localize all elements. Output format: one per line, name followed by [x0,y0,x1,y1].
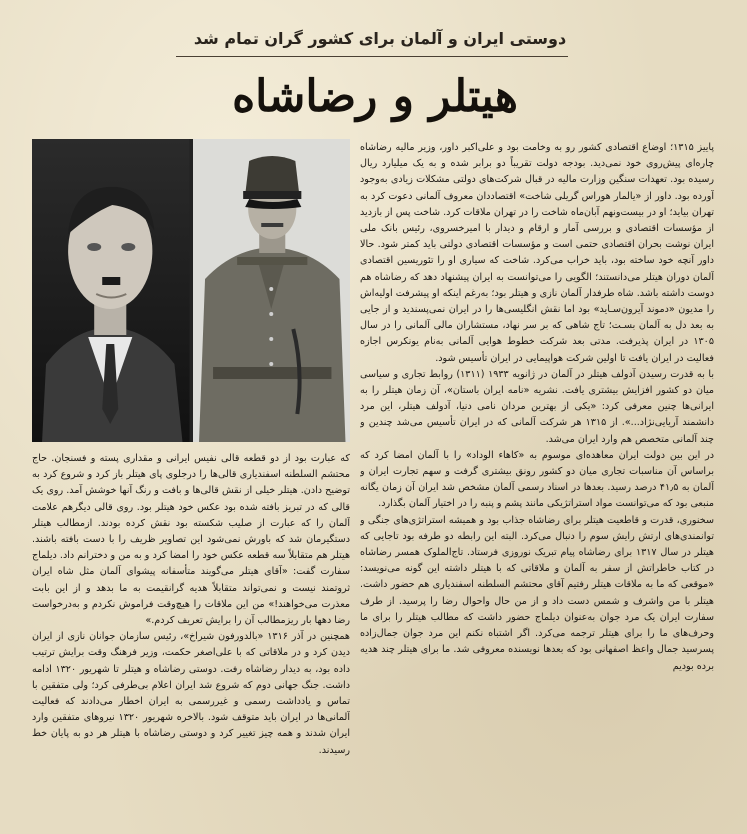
paragraph: در این بین دولت ایران معاهده‌ای موسوم به «کاهاء الوداد» را با آلمان امضا کرد که براساس آن مناسبات تجاری میان دو کشور رونق بیشتری گرفت و سهم تجارت ایران و آلمان به ۴۱٫۵ درصد رسید. بعدها در اسناد رسمی آلمان مشخص شد ایران آن زمان یگانه منبعی بود که می‌توانست مواد استراتژیکی مانند پشم و پنبه را در اختیار آلمان بگذارد. [360,449,714,510]
headline: هیتلر و رضاشاه [232,71,518,122]
kicker-divider [176,56,568,57]
portrait-photos [32,139,350,442]
paragraph: که عبارت بود از دو قطعه قالی نفیس ایرانی و مقداری پسته و فسنجان. حاج محتشم السلطنه اسفندیاری قالی‌ها را درجلوی پای هیتلر باز کرد و شروع کرد به توضیح دادن. هیتلر خیلی از نقش قالی‌ها و بافت و رنگ آنها خوشش آمد. روی یک قالی که در تبریز بافته شده بود عکس خود هیتلر بود. روی قالی دیگرهم علامت آلمان را که عبارت از صلیب شکسته بود نقش کرده بودند. ازمطالب هیتلر دستگیرمان شد که باورش نمی‌شود این تصاویر ظریف را با دست بافته باشند. هیتلر هم متقابلاً سه قطعه عکس خود را امضا کرد و به من و دخترانم داد. دیلماج سفارت گفت: «آقای هیتلر می‌گویند متأسفانه پیشوای آلمان مثل شاه ایران ثروتمند نیست و نمی‌تواند متقابلاً هدیه گرانقیمت به ما بدهد و از این بابت معذرت می‌خواهند!» من این ملاقات را هیچ‌وقت فراموش نکردم و به‌درخواست رضا دهها بار ریزمطالب آن را برایش تعریف کردم.» [32,453,350,627]
kicker-subtitle: دوستی ایران و آلمان برای کشور گران تمام شد [193,29,567,48]
paragraph: پاییز ۱۳۱۵؛ اوضاع اقتصادی کشور رو به وخامت بود و علی‌اکبر داور، وزیر مالیه رضاشاه چاره‌ای پیش‌روی خود نمی‌دید. بودجه دولت تقریباً دو برابر شده و به یک میلیارد ریال رسیده بود. تعهدات سنگین وزارت مالیه در قبال شرکت‌های دولتی مشکلات زیادی به‌وجود آورده بود. داور از «یالمار هوراس گریلی شاخت» اقتصاددان معروف آلمانی دعوت کرد به تهران بیاید؛ او در بیست‌ونهم آبان‌ماه شاخت را در تهران ملاقات کرد. شاخت پس از بازدید از مؤسسات اقتصادی و بررسی آمار و ارقام و دیدار با امیرخسروی، رئیس بانک ملی ایران نوشت بحران اقتصادی حتمی است و مؤسسات اقتصادی دولتی باید کمتر شود. حالا داور آنچه خود ساخته بود، باید خراب می‌کرد. شاخت که سیاری او را تئوریسین اقتصادی آلمان دوران هیتلر می‌دانستند؛ الگویی را می‌توانست به ایران پیشنهاد دهد که رضاشاه هم دوست داشته باشد. شاه طرفدار آلمان نازی و هیتلر بود؛ به‌رغم اینکه او پیشرفت اولیه‌اش را مدیون «دموند آیرون‌سـاید» بود اما نقش انگلیسی‌ها را در ایران نمی‌پسندید و از جایی به بعد دل به آلمان بسـت؛ تاج شاهی که بر سر نهاد، مستشاران مالی آلمانی را در سال ۱۳۰۵ در ایران پذیرفت. مدتی بعد شرکت خطوط هوایی آلمانی به‌نام یونکرس اجازه فعالیت در ایران یافت تا اولین شرکت هواپیمایی در ایران تأسیس شود. [360,142,714,364]
paragraph: همچنین در آذر ۱۳۱۶ «بالدورفون شیراخ»، رئیس سازمان جوانان نازی از ایران دیدن کرد و در ملاقاتی که با علی‌اصغر حکمت، وزیر فرهنگ وقت برایش ترتیب داده بود، به دیدار رضاشاه رفت. دوستی رضاشاه و هیتلر تا شهریور ۱۳۲۰ ادامه داشت. جنگ جهانی دوم که شروع شد ایران اعلام بی‌طرفی کرد؛ ولی متفقین با تماس و یادداشت رسمی و غیررسمی به ایران اخطار می‌دادند که فعالیت آلمانی‌ها در ایران باید متوقف شود. بالاخره شهریور ۱۳۲۰ نیروهای متفقین وارد ایران شدند و همه چیز تغییر کرد و دوستی رضاشاه با هیتلر هر دو به پایان خط رسیدند. [32,631,350,756]
article-column-left [32,451,350,831]
portrait-reza-shah [193,139,351,442]
portrait-adolf-hitler [32,139,190,442]
paragraph: با به قدرت رسیدن آدولف هیتلر در آلمان در ژانویه ۱۹۳۳ (۱۳۱۱) روابط تجاری و سیاسی میان دو کشور افزایش بیشتری یافت. نشریه «نامه ایران باستان»، آن زمان هیتلر را به ایرانی‌ها چنین معرفی کرد: «یکی از بهترین مردان نامی دنیا، آدولف هیتلر، این مرد دانشمند آریایی‌نژاد...». از ۱۳۱۵ هر شرکت آلمانی که در ایران تأسیس می‌شد چندین و چند آلمانی متخصص هم وارد ایران می‌شد. [360,368,714,445]
paragraph: سخنوری، قدرت و قاطعیت هیتلر برای رضاشاه جذاب بود و همیشه استراتژی‌های جنگی و توانمندی‌های ارتش رایش سوم را دنبال می‌کرد. البته این رابطه دو طرفه بود تاجایی که هیتلر در سال ۱۳۱۷ برای رضاشاه پیام تبریک نوروزی فرستاد. تاج‌الملوک همسر رضاشاه در کتاب خاطراتش از سفر به آلمان و ملاقاتی که با هیتلر داشته این گونه می‌نویسد: «موقعی که ما به ملاقات هیتلر رفتیم آقای محتشم السلطنه اسفندیاری هم حضور داشت. هیتلر با من واشرف و شمس دست داد و از من حال واحوال رضا را پرسید. از طرف سفارت ایران یک مرد جوان به‌عنوان دیلماج حضور داشت که مطالب هیتلر را برای ما وحرف‌های ما را برای هیتلر ترجمه می‌کرد. اگر اشتباه نکنم این مرد جوان جمال‌زاده پسرسید جمال واعظ اصفهانی بود که بعدها نویسنده معروفی شد. ما برای هیتلر چند هدیه برده بودیم [360,514,714,672]
article-column-right [360,140,714,830]
